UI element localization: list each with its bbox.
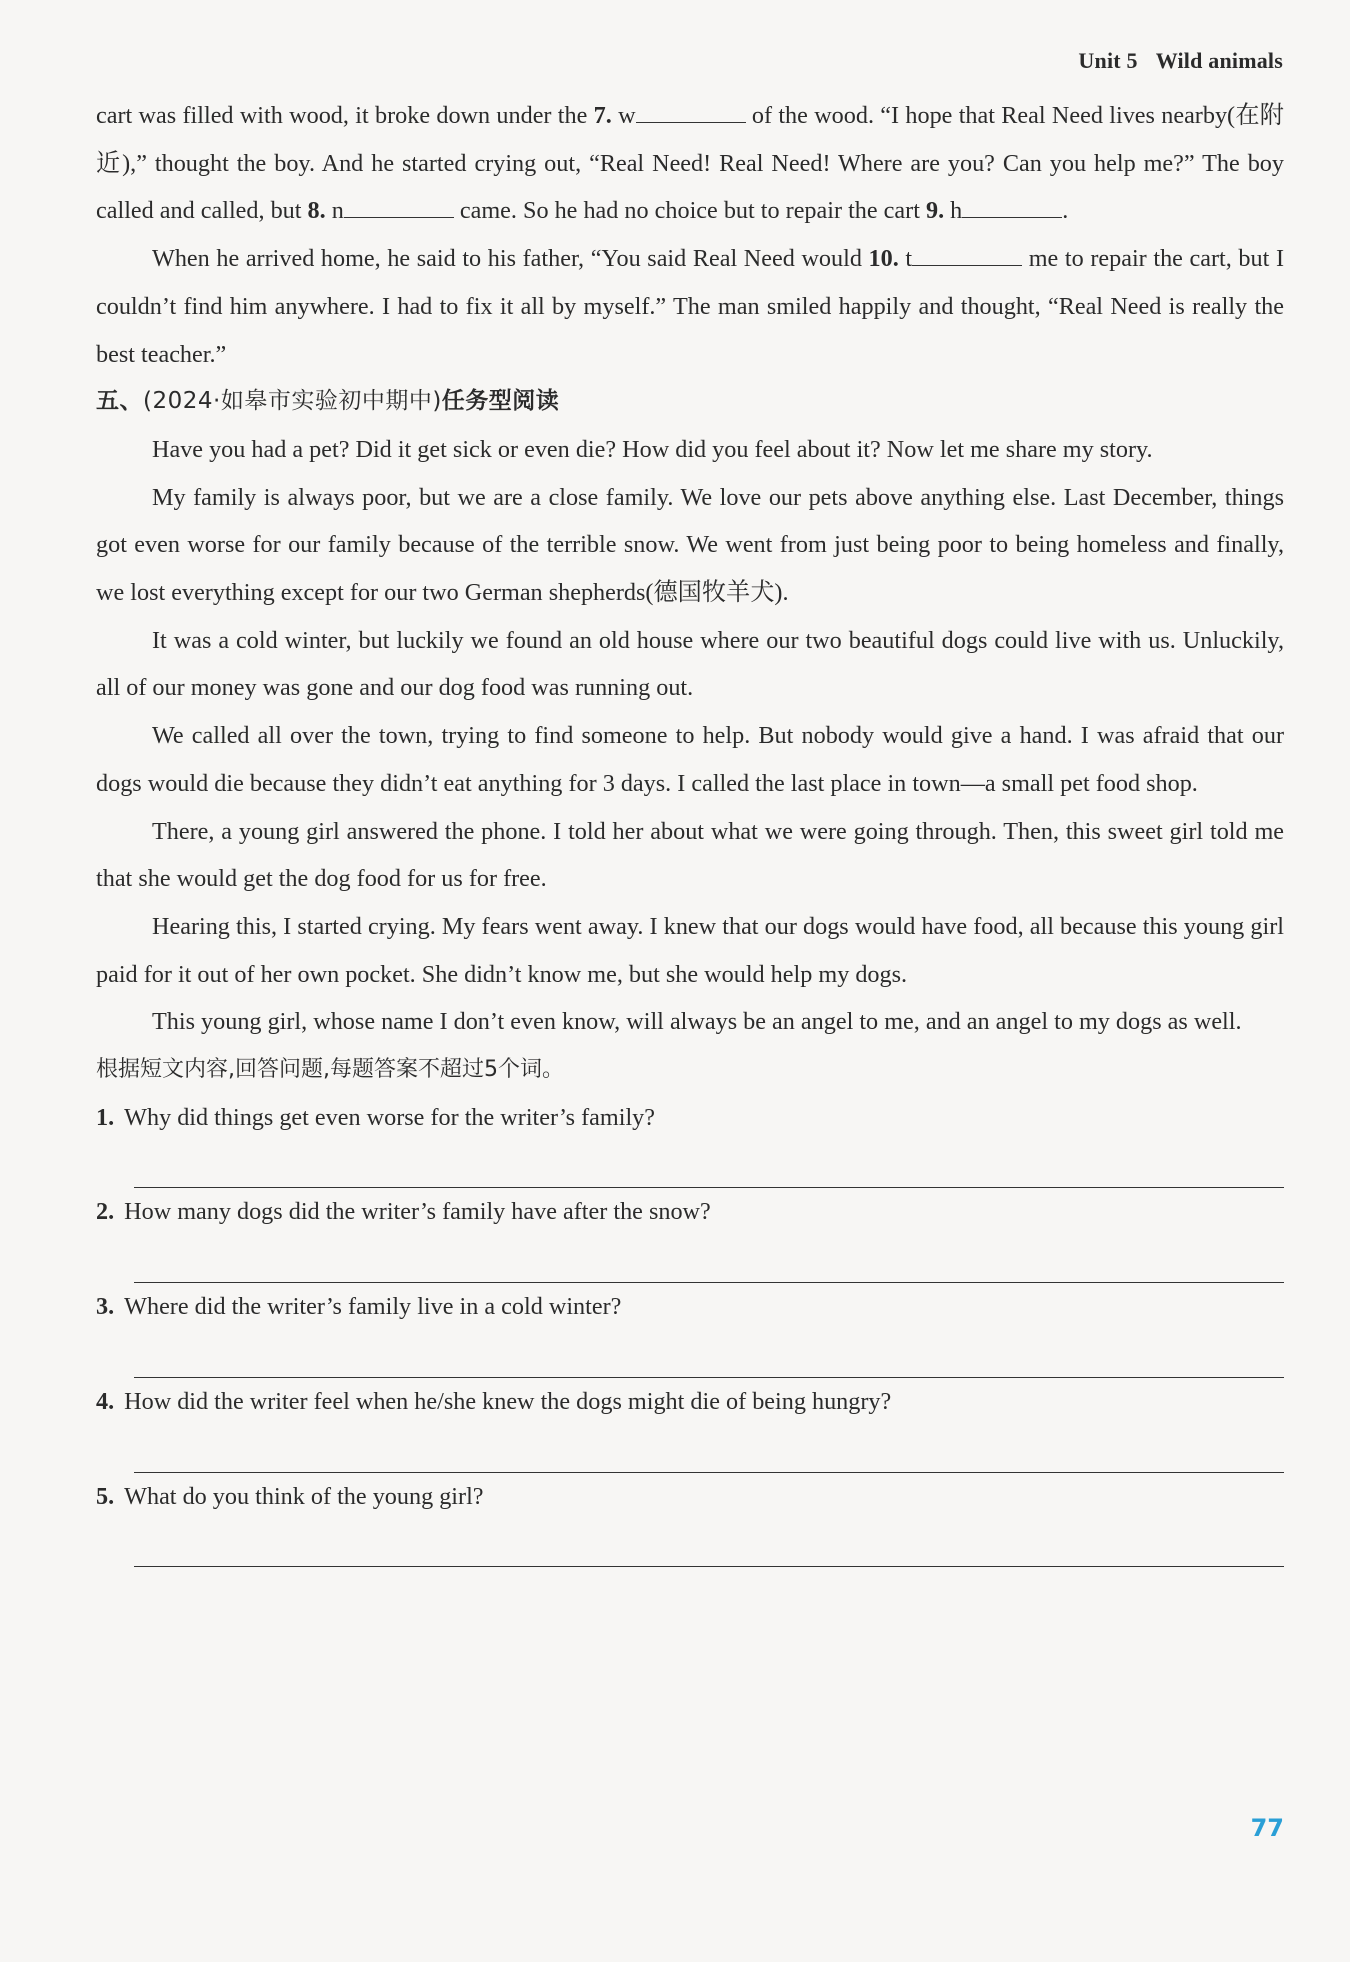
question-text: Why did things get even worse for the writer’s family?	[124, 1103, 656, 1131]
question-item	[96, 1378, 1284, 1473]
question-number: 5.	[96, 1482, 115, 1510]
unit-title: Wild animals	[1155, 48, 1283, 73]
answer-line[interactable]	[134, 1426, 1284, 1473]
question-number: 3.	[96, 1293, 115, 1321]
question-number: 2.	[96, 1198, 115, 1226]
task-instruction: 根据短文内容,回答问题,每题答案不超过5个词。	[96, 1057, 564, 1083]
question-number: 4.	[96, 1387, 115, 1415]
reading-paragraph: There, a young girl answered the phone. I told her about what we were going through. Then, this sweet girl told me that she would get the dog food for us for free.	[96, 817, 1284, 893]
question-text: What do you think of the young girl?	[124, 1482, 484, 1510]
page-content	[96, 92, 1284, 1567]
reading-paragraph: It was a cold winter, but luckily we found an old house where our two beautiful dogs could live with us. Unluckily, all of our money was gone and our dog food was running out.	[96, 626, 1284, 702]
page-number: 77	[1250, 1814, 1284, 1842]
blank-number-7: 7.	[593, 102, 612, 129]
question-item	[96, 1188, 1284, 1283]
reading-paragraph: Have you had a pet? Did it get sick or even die? How did you feel about it? Now let me share my story.	[152, 435, 1153, 463]
blank-10-field[interactable]	[912, 240, 1022, 266]
blank-8-field[interactable]	[344, 192, 454, 218]
blank-9-field[interactable]	[962, 192, 1062, 218]
section-title: 五、(2024·如皋市实验初中期中)任务型阅读	[96, 388, 560, 415]
passage-continued-paragraph: cart was filled with wood, it broke down under the 7. w of the wood. “I hope that Real Need lives nearby(在附近),” thought the boy. And he started crying out, “Real Need! Real Need! Where are you? Can you help me?” The boy called and called, but 8. n came. So he had no choice but to repair the cart 9. h .	[96, 92, 1284, 235]
answer-line[interactable]	[134, 1520, 1284, 1567]
section-source: (2024·如皋市实验初中期中)	[143, 388, 442, 415]
unit-label: Unit 5	[1078, 48, 1138, 73]
blank-number-10: 10.	[868, 245, 899, 273]
question-text: Where did the writer’s family live in a cold winter?	[124, 1293, 622, 1321]
question-item	[96, 1283, 1284, 1378]
passage-final-paragraph: When he arrived home, he said to his father, “You said Real Need would 10. t me to repair the cart, but I couldn’t find him anywhere. I had to fix it all by myself.” The man smiled happily and thought, “Real Need is really the best teacher.”	[96, 235, 1284, 378]
reading-paragraph: My family is always poor, but we are a close family. We love our pets above anything else. Last December, things got even worse for our family because of the terrible snow. We went from just being poor to being homeless and finally, we lost everything except for our two German shepherds(德国牧羊犬).	[96, 483, 1284, 607]
answer-line[interactable]	[134, 1236, 1284, 1283]
answer-line[interactable]	[134, 1141, 1284, 1188]
question-text: How many dogs did the writer’s family have after the snow?	[124, 1198, 711, 1226]
page-header	[1078, 48, 1283, 74]
question-item	[96, 1473, 1284, 1568]
reading-paragraph: We called all over the town, trying to find someone to help. But nobody would give a hand. I was afraid that our dogs would die because they didn’t eat anything for 3 days. I called the last place in town—a small pet food shop.	[96, 722, 1284, 797]
blank-number-8: 8.	[307, 197, 326, 225]
reading-paragraph: This young girl, whose name I don’t even know, will always be an angel to me, and an angel to my dogs as well.	[152, 1008, 1242, 1036]
blank-7-field[interactable]	[636, 97, 746, 123]
blank-number-9: 9.	[925, 197, 945, 225]
question-number: 1.	[96, 1103, 115, 1131]
question-text: How did the writer feel when he/she knew the dogs might die of being hungry?	[124, 1387, 892, 1415]
reading-paragraph: Hearing this, I started crying. My fears went away. I knew that our dogs would have food, all because this young girl paid for it out of her own pocket. She didn’t know me, but she would help my dogs.	[96, 912, 1284, 988]
answer-line[interactable]	[134, 1331, 1284, 1378]
question-item	[96, 1094, 1284, 1189]
